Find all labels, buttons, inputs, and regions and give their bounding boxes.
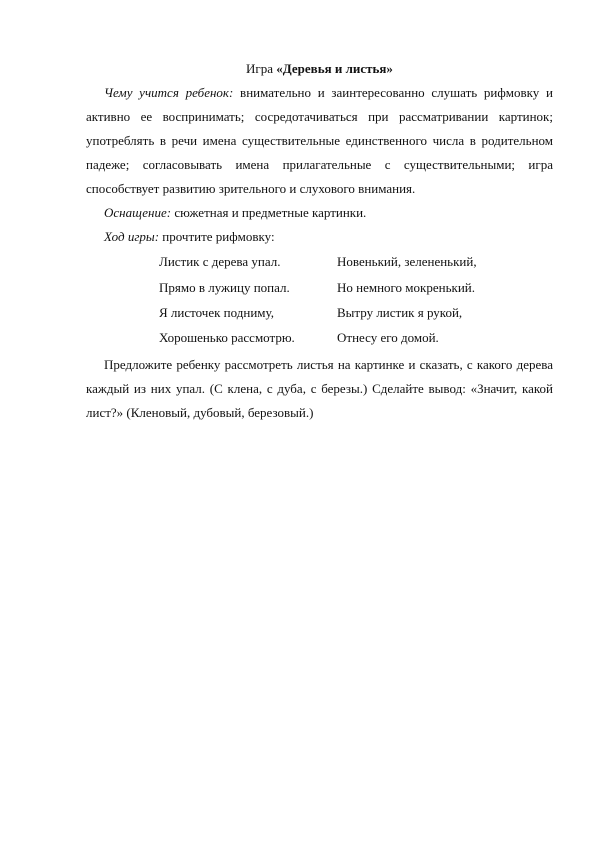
rhyme-line: Листик с дерева упал. (159, 254, 281, 269)
document-body (86, 60, 553, 425)
equipment-paragraph (86, 201, 553, 225)
game-procedure-paragraph (86, 225, 553, 249)
rhyme-line: Новенький, зелененький, (337, 254, 477, 269)
rhyme-line: Хорошенько рассмотрю. (159, 330, 295, 345)
rhyme-line: Отнесу его домой. (337, 330, 439, 345)
equipment-text: сюжетная и предметные картинки. (171, 205, 367, 220)
rhyme-line: Вытру листик я рукой, (337, 305, 463, 320)
rhyme-line: Но немного мокренький. (337, 280, 475, 295)
rhyme-line: Прямо в лужицу попал. (159, 280, 290, 295)
rhyme-block (86, 249, 553, 353)
title-prefix: Игра (246, 61, 277, 76)
game-procedure-label: Ход игры: (104, 229, 160, 244)
game-procedure-text: прочтите рифмовку: (159, 229, 275, 244)
learning-goals-label: Чему учится ребенок: (104, 85, 234, 100)
title-name: «Деревья и листья» (276, 61, 393, 76)
rhyme-line: Я листочек подниму, (159, 305, 274, 320)
learning-goals-text: внимательно и заинтересованно слушать рифмовку и активно ее воспринимать; сосредотачиваться при рассматривании картинок; употреблять в речи имена существительные единственного числа в родительном падеже; согласовывать имена прилагательные с существительными; игра способствует развитию зрительного и слухового внимания. (86, 85, 553, 196)
conclusion-paragraph: Предложите ребенку рассмотреть листья на картинке и сказать, с какого дерева каждый из них упал. (С клена, с дуба, с березы.) Сделайте вывод: «Значит, какой лист?» (Кленовый, дубовый, березовый.) (86, 357, 553, 420)
equipment-label: Оснащение: (104, 205, 172, 220)
learning-goals-paragraph (86, 81, 553, 201)
game-title (86, 60, 553, 78)
